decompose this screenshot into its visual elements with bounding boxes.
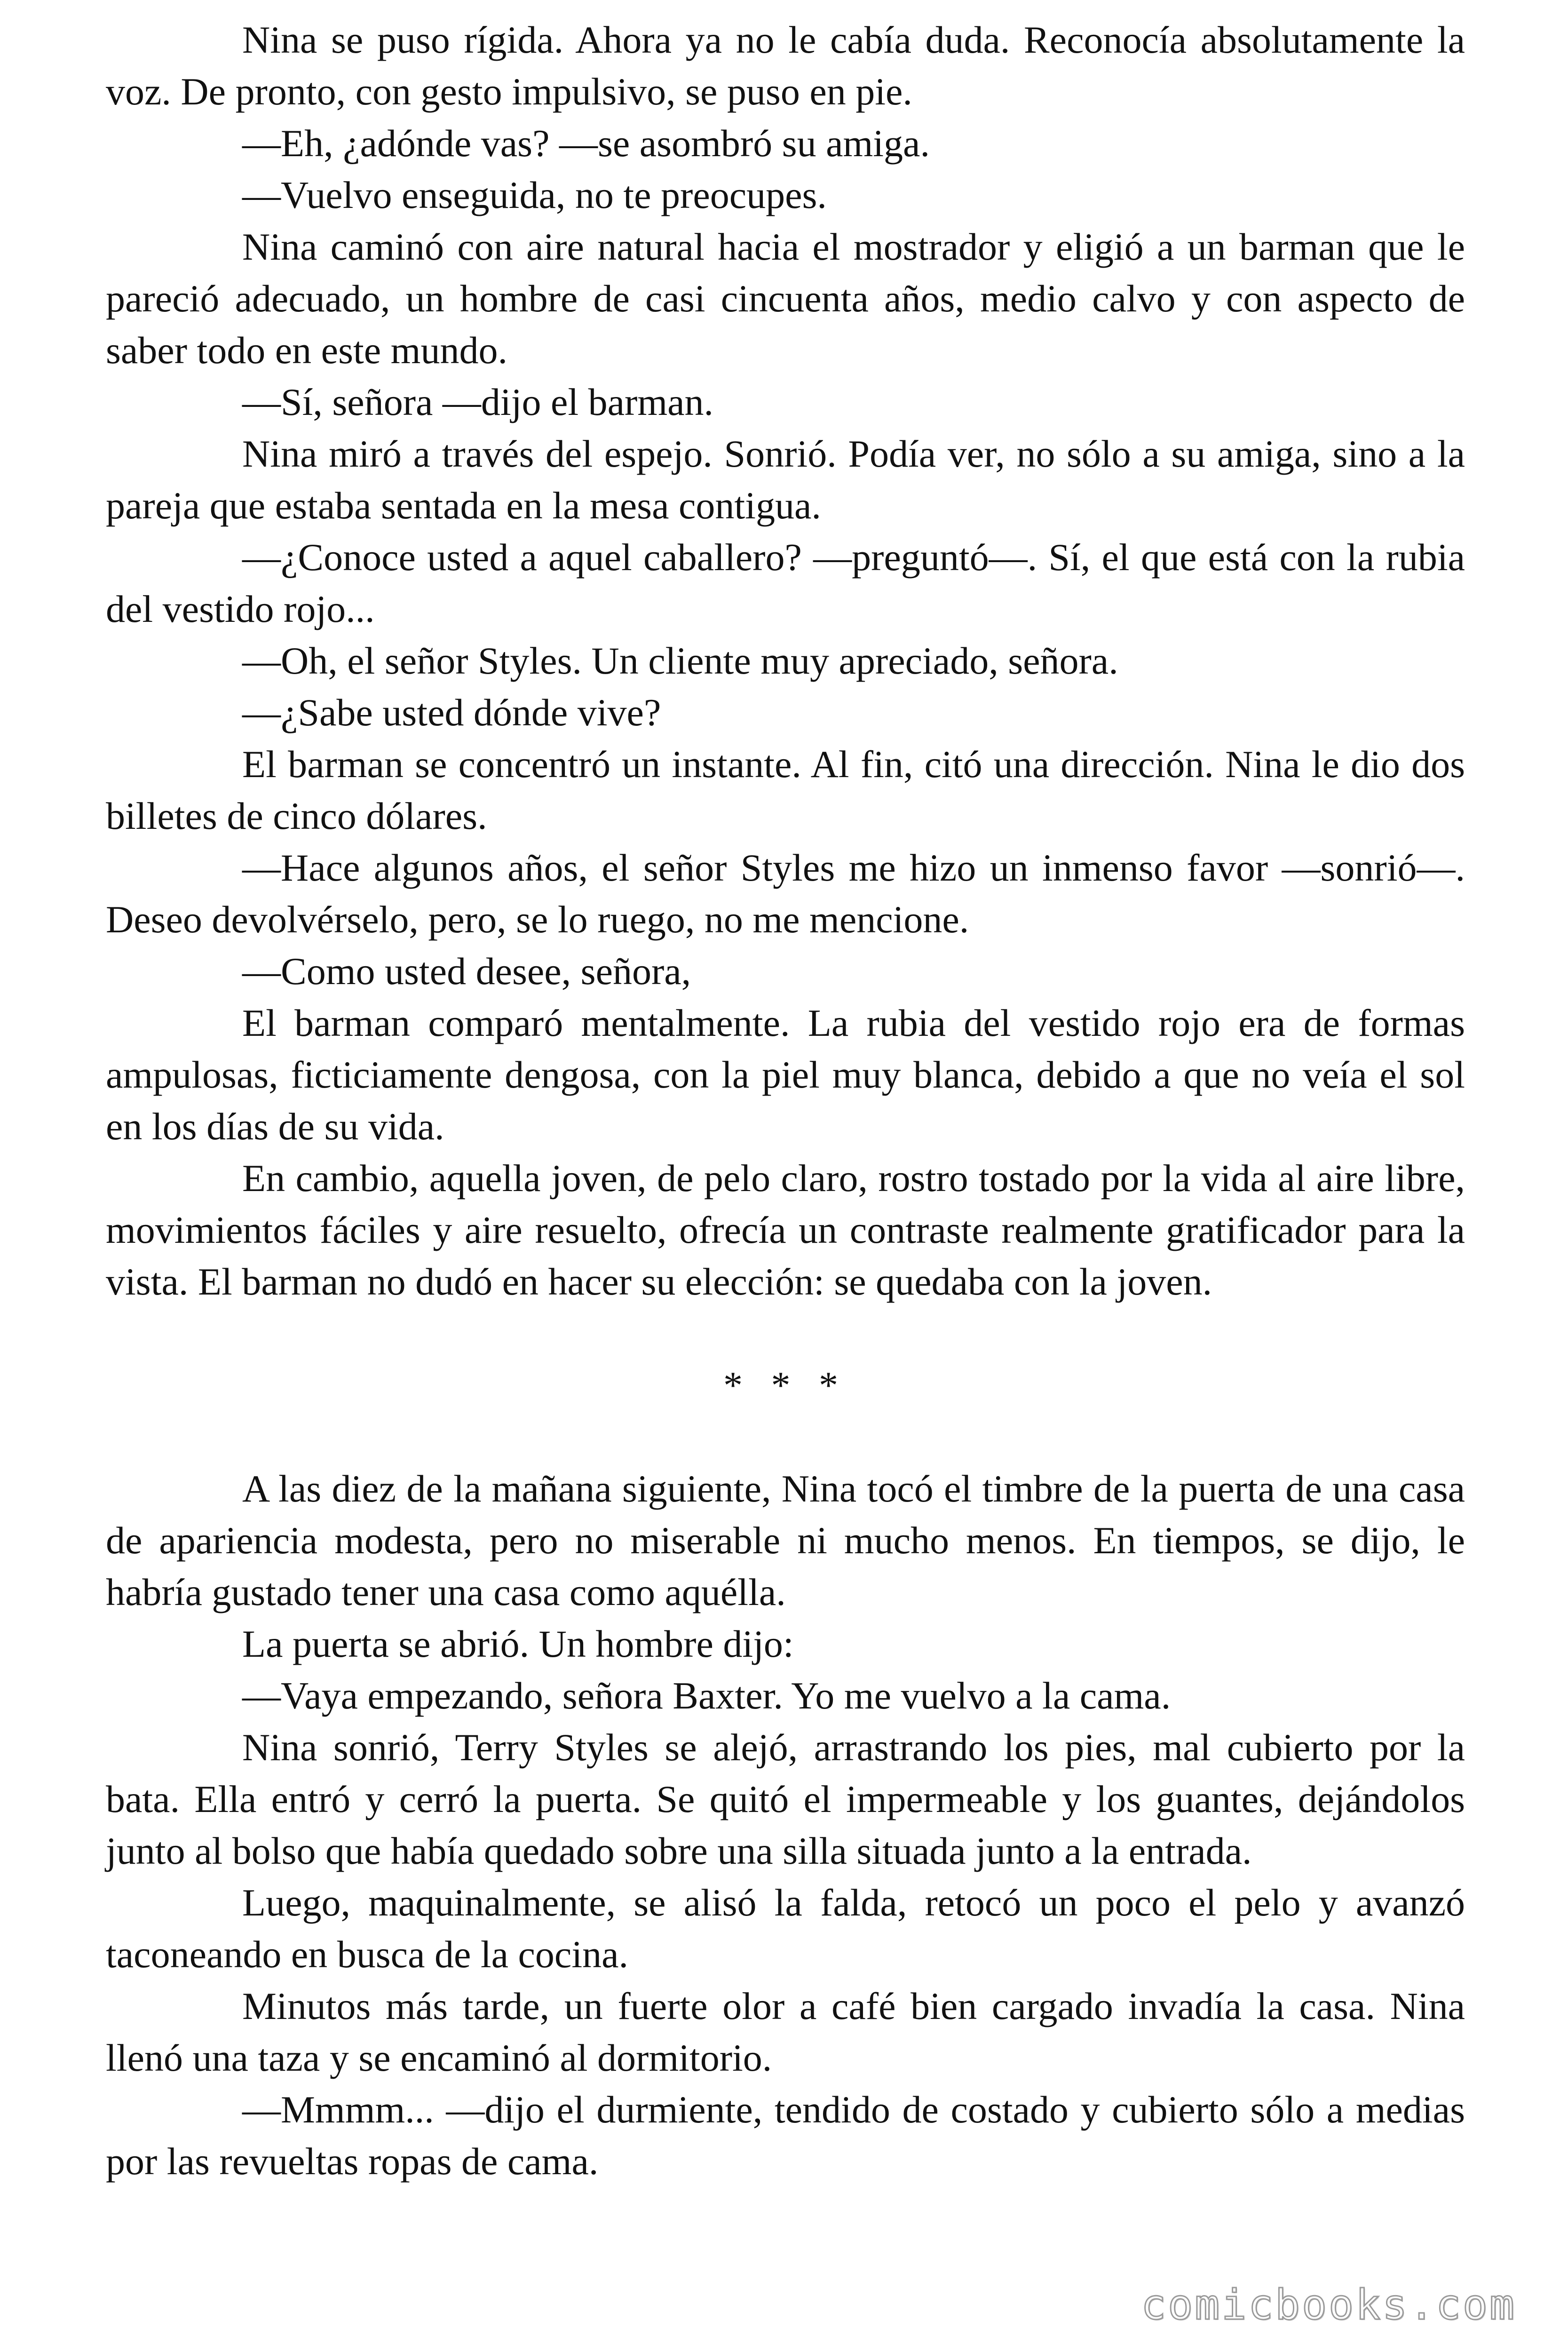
paragraph: En cambio, aquella joven, de pelo claro, rostro tostado por la vida al aire libre, movimientos fáciles y aire resuelto, ofrecía un contraste realmente gratificador para la vista. El barman no dudó en hacer su elección: se quedaba con la joven. <box>106 1157 1465 1303</box>
paragraph: La puerta se abrió. Un hombre dijo: <box>242 1622 794 1665</box>
paragraph: Nina miró a través del espejo. Sonrió. Podía ver, no sólo a su amiga, sino a la pareja que estaba sentada en la mesa contigua. <box>106 432 1465 527</box>
paragraph: —Eh, ¿adónde vas? —se asombró su amiga. <box>242 122 930 165</box>
paragraph: Nina sonrió, Terry Styles se alejó, arrastrando los pies, mal cubierto por la bata. Ella entró y cerró la puerta. Se quitó el impermeable y los guantes, dejándolos junto al bolso que había quedado sobre una silla situada junto a la entrada. <box>106 1726 1465 1872</box>
paragraph: —¿Sabe usted dónde vive? <box>242 691 661 734</box>
paragraph: —Oh, el señor Styles. Un cliente muy apreciado, señora. <box>242 639 1118 682</box>
paragraph: —Como usted desee, señora, <box>242 950 691 993</box>
watermark: comicbooks.com <box>1141 2280 1516 2329</box>
paragraph: Luego, maquinalmente, se alisó la falda, retocó un poco el pelo y avanzó taconeando en busca de la cocina. <box>106 1881 1465 1976</box>
paragraph: Nina caminó con aire natural hacia el mostrador y eligió a un barman que le pareció adecuado, un hombre de casi cincuenta años, medio calvo y con aspecto de saber todo en este mundo. <box>106 225 1465 372</box>
paragraph: El barman se concentró un instante. Al fin, citó una dirección. Nina le dio dos billetes de cinco dólares. <box>106 743 1465 837</box>
paragraph: —Mmmm... —dijo el durmiente, tendido de costado y cubierto sólo a medias por las revueltas ropas de cama. <box>106 2088 1465 2183</box>
paragraph: —Vuelvo enseguida, no te preocupes. <box>242 174 827 216</box>
scene-separator: * * * <box>723 1364 847 1406</box>
paragraph: —Sí, señora —dijo el barman. <box>242 381 714 423</box>
paragraph: —Hace algunos años, el señor Styles me hizo un inmenso favor —sonrió—. Deseo devolvérselo, pero, se lo ruego, no me mencione. <box>106 846 1465 941</box>
paragraph: A las diez de la mañana siguiente, Nina tocó el timbre de la puerta de una casa de apariencia modesta, pero no miserable ni mucho menos. En tiempos, se dijo, le habría gustado tener una casa como aquélla. <box>106 1467 1465 1613</box>
paragraph: Nina se puso rígida. Ahora ya no le cabía duda. Reconocía absolutamente la voz. De pronto, con gesto impulsivo, se puso en pie. <box>106 18 1465 113</box>
document-page <box>106 14 1465 2187</box>
paragraph: —Vaya empezando, señora Baxter. Yo me vuelvo a la cama. <box>242 1674 1171 1717</box>
paragraph: El barman comparó mentalmente. La rubia del vestido rojo era de formas ampulosas, ficticiamente dengosa, con la piel muy blanca, debido a que no veía el sol en los días de su vida. <box>106 1001 1465 1148</box>
paragraph: —¿Conoce usted a aquel caballero? —preguntó—. Sí, el que está con la rubia del vestido rojo... <box>106 536 1465 630</box>
paragraph: Minutos más tarde, un fuerte olor a café bien cargado invadía la casa. Nina llenó una taza y se encaminó al dormitorio. <box>106 1985 1465 2079</box>
